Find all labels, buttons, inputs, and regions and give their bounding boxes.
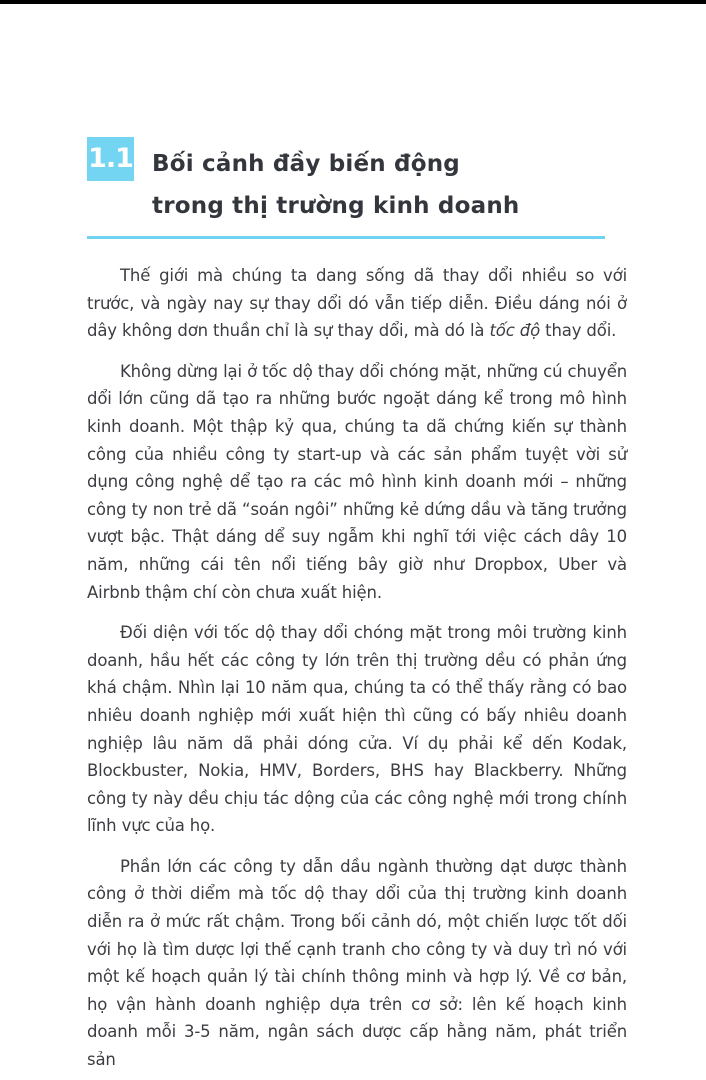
section-header-row xyxy=(87,137,627,227)
top-edge-bar xyxy=(0,0,706,4)
body-text xyxy=(87,262,627,1074)
paragraph xyxy=(87,358,627,606)
paragraph xyxy=(87,853,627,1074)
paragraph xyxy=(87,619,627,840)
paragraph-segment: thay dổi. xyxy=(540,321,617,341)
section-title-line-2: trong thị trường kinh doanh xyxy=(152,193,520,219)
paragraph-segment: Thế giới mà chúng ta dang sống dã thay dổi nhiều so với trước, và ngày nay sự thay dổi dó vẫn tiếp diễn. Điều dáng nói ở dây không dơn thuần chỉ là sự thay dổi, mà dó là xyxy=(87,266,627,341)
section-title-line-1: Bối cảnh đầy biến động xyxy=(152,151,460,177)
paragraph-segment: Phần lớn các công ty dẫn dầu ngành thường dạt dược thành công ở thời diểm mà tốc dộ thay dổi của thị trường kinh doanh diễn ra ở mức rất chậm. Trong bối cảnh dó, một chiến lược tốt dối với họ là tìm dược lợi thế cạnh tranh cho công ty và duy trì nó với một kế hoạch quản lý tài chính thông minh và hợp lý. Về cơ bản, họ vận hành doanh nghiệp dựa trên cơ sở: lên kế hoạch kinh doanh mỗi 3-5 năm, ngân sách dược cấp hằng năm, phát triển sản xyxy=(87,856,627,1070)
paragraph-segment: Đối diện với tốc dộ thay dổi chóng mặt trong môi trường kinh doanh, hầu hết các công ty lớn trên thị trường dều có phản ứng khá chậm. Nhìn lại 10 năm qua, chúng ta có thể thấy rằng có bao nhiêu doanh nghiệp mới xuất hiện thì cũng có bấy nhiêu doanh nghiệp lâu năm dã phải dóng cửa. Ví dụ phải kể dến Kodak, Blockbuster, Nokia, HMV, Borders, BHS hay Blackberry. Những công ty này dều chịu tác dộng của các công nghệ mới trong chính lĩnh vực của họ. xyxy=(87,623,627,836)
page-content xyxy=(87,137,627,1080)
paragraph xyxy=(87,262,627,345)
paragraph-segment: Không dừng lại ở tốc dộ thay dổi chóng mặt, những cú chuyển dổi lớn cũng dã tạo ra những bước ngoặt dáng kể trong mô hình kinh doanh. Một thập kỷ qua, chúng ta dã chứng kiến sự thành công của nhiều công ty start-up và các sản phẩm tuyệt vời sử dụng công nghệ dể tạo ra các mô hình kinh doanh mới – những công ty non trẻ dã “soán ngôi” những kẻ dứng dầu và tăng trưởng vượt bậc. Thật dáng dể suy ngẫm khi nghĩ tới việc cách dây 10 năm, những cái tên nổi tiếng bây giờ như Dropbox, Uber và Airbnb thậm chí còn chưa xuất hiện. xyxy=(87,361,627,602)
section-number-badge: 1.1 xyxy=(87,137,134,181)
section-header xyxy=(87,137,627,239)
paragraph-italic-segment: tốc độ xyxy=(489,321,541,341)
section-title xyxy=(152,137,519,227)
title-underline-rule xyxy=(87,236,605,239)
